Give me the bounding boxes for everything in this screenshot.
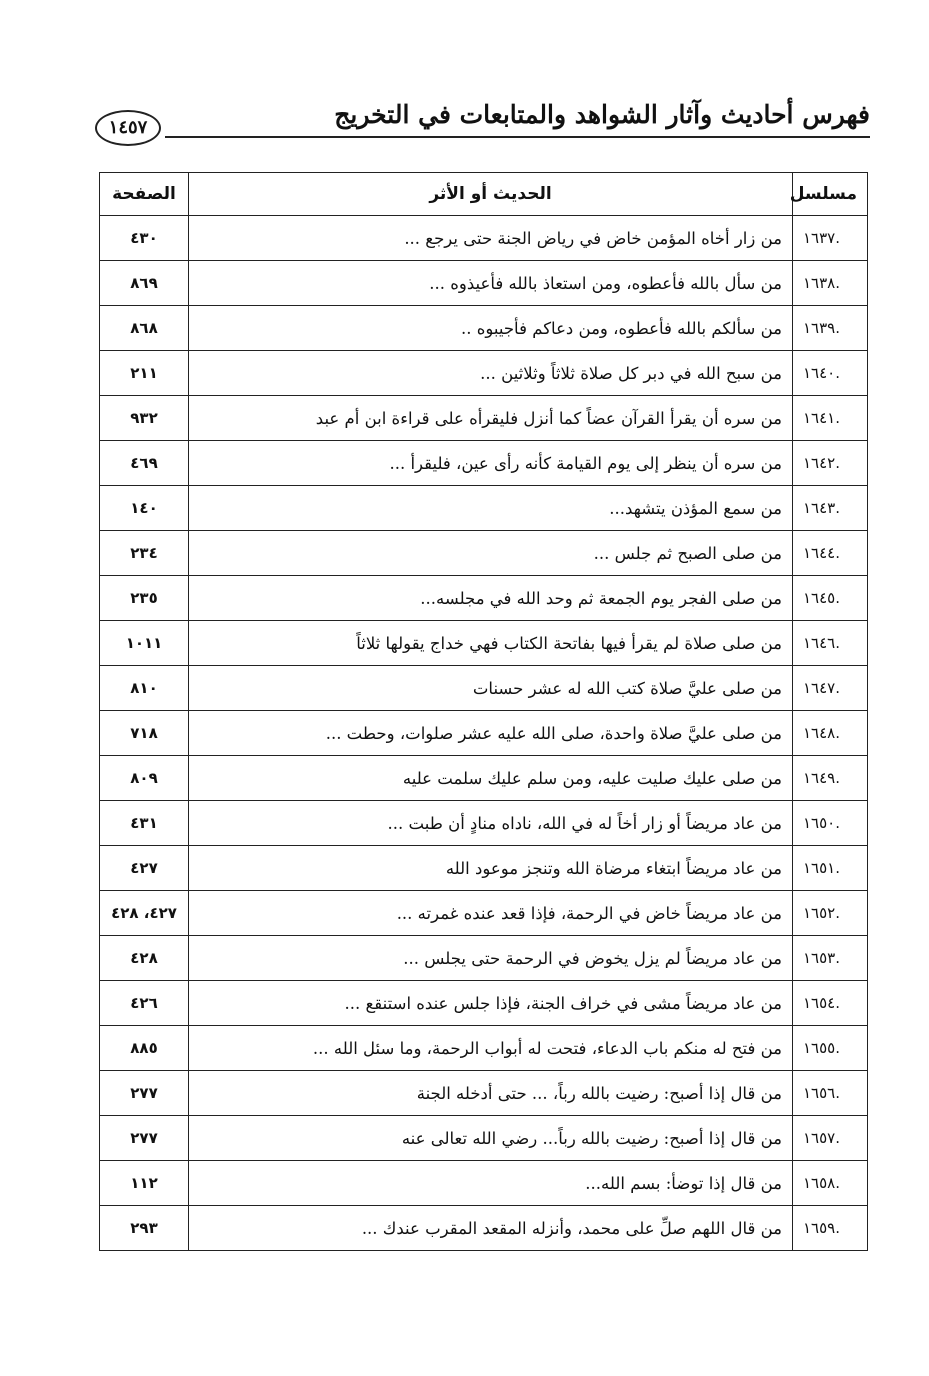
serial-cell: ١٦٥٩. — [793, 1206, 868, 1251]
text-cell: من قال إذا أصبح: رضيت بالله رباً، ... حتى أدخله الجنة — [189, 1071, 793, 1116]
text-cell: من عاد مريضاً أو زار أخاً له في الله، ناداه منادٍ أن طبت ... — [189, 801, 793, 846]
text-cell: من صلى عليَّ صلاة كتب الله له عشر حسنات — [189, 666, 793, 711]
serial-cell: ١٦٥٦. — [793, 1071, 868, 1116]
serial-cell: ١٦٤٦. — [793, 621, 868, 666]
page-cell: ٢٣٤ — [100, 531, 189, 576]
page-cell: ٤٢٧، ٤٢٨ — [100, 891, 189, 936]
page-cell: ٨٠٩ — [100, 756, 189, 801]
table-row — [100, 441, 868, 486]
text-cell: من سألكم بالله فأعطوه، ومن دعاكم فأجيبوه .. — [189, 306, 793, 351]
serial-cell: ١٦٤٨. — [793, 711, 868, 756]
page-cell: ٤٢٦ — [100, 981, 189, 1026]
page-cell: ٢٧٧ — [100, 1071, 189, 1116]
page-cell: ٤٣١ — [100, 801, 189, 846]
serial-cell: ١٦٤٤. — [793, 531, 868, 576]
text-cell: من سره أن يقرأ القرآن عضاً كما أنزل فليقرأه على قراءة ابن أم عبد — [189, 396, 793, 441]
page-cell: ٨٦٨ — [100, 306, 189, 351]
text-cell: من عاد مريضاً خاض في الرحمة، فإذا قعد عنده غمرته ... — [189, 891, 793, 936]
table-row — [100, 801, 868, 846]
column-header-text: الحديث أو الأثر — [189, 173, 793, 216]
table-row — [100, 486, 868, 531]
page-cell: ١١٢ — [100, 1161, 189, 1206]
serial-cell: ١٦٤٥. — [793, 576, 868, 621]
table-row — [100, 936, 868, 981]
table-row — [100, 756, 868, 801]
text-cell: من سره أن ينظر إلى يوم القيامة كأنه رأى عين، فليقرأ ... — [189, 441, 793, 486]
table-row — [100, 981, 868, 1026]
column-header-page: الصفحة — [100, 173, 189, 216]
page-cell: ٢٣٥ — [100, 576, 189, 621]
serial-cell: ١٦٥٢. — [793, 891, 868, 936]
serial-cell: ١٦٥٧. — [793, 1116, 868, 1161]
text-cell: من صلى الصبح ثم جلس ... — [189, 531, 793, 576]
page-cell: ٩٣٢ — [100, 396, 189, 441]
page-cell: ٤٦٩ — [100, 441, 189, 486]
page-title: فهرس أحاديث وآثار الشواهد والمتابعات في التخريج — [334, 100, 870, 129]
serial-cell: ١٦٤٧. — [793, 666, 868, 711]
text-cell: من عاد مريضاً مشى في خراف الجنة، فإذا جلس عنده استنقع ... — [189, 981, 793, 1026]
hadith-index-table — [99, 172, 868, 1251]
text-cell: من قال اللهم صلِّ على محمد، وأنزله المقعد المقرب عندك ... — [189, 1206, 793, 1251]
text-cell: من صلى عليك صليت عليه، ومن سلم عليك سلمت عليه — [189, 756, 793, 801]
page-cell: ٢٧٧ — [100, 1116, 189, 1161]
table-row — [100, 576, 868, 621]
table-row — [100, 891, 868, 936]
serial-cell: ١٦٣٨. — [793, 261, 868, 306]
page-cell: ٤٢٧ — [100, 846, 189, 891]
serial-cell: ١٦٥١. — [793, 846, 868, 891]
serial-cell: ١٦٥٥. — [793, 1026, 868, 1071]
text-cell: من زار أخاه المؤمن خاض في رياض الجنة حتى يرجع ... — [189, 216, 793, 261]
page-cell: ١٠١١ — [100, 621, 189, 666]
table-row — [100, 1026, 868, 1071]
text-cell: من قال إذا أصبح: رضيت بالله رباً... رضي الله تعالى عنه — [189, 1116, 793, 1161]
table-row — [100, 1206, 868, 1251]
table-row — [100, 531, 868, 576]
serial-cell: ١٦٥٠. — [793, 801, 868, 846]
table-row — [100, 666, 868, 711]
serial-cell: ١٦٥٨. — [793, 1161, 868, 1206]
table-header-row — [100, 173, 868, 216]
page-cell: ١٤٠ — [100, 486, 189, 531]
serial-cell: ١٦٥٣. — [793, 936, 868, 981]
text-cell: من فتح له منكم باب الدعاء، فتحت له أبواب الرحمة، وما سئل الله ... — [189, 1026, 793, 1071]
page-cell: ٨١٠ — [100, 666, 189, 711]
page-cell: ٨٨٥ — [100, 1026, 189, 1071]
page-header — [95, 96, 870, 158]
column-header-serial: مسلسل — [793, 173, 868, 216]
page-cell: ٧١٨ — [100, 711, 189, 756]
table-row — [100, 1161, 868, 1206]
page-cell: ٨٦٩ — [100, 261, 189, 306]
text-cell: من سمع المؤذن يتشهد... — [189, 486, 793, 531]
table-row — [100, 1116, 868, 1161]
text-cell: من صلى عليَّ صلاة واحدة، صلى الله عليه عشر صلوات، وحطت ... — [189, 711, 793, 756]
table-row — [100, 846, 868, 891]
table-row — [100, 261, 868, 306]
serial-cell: ١٦٣٩. — [793, 306, 868, 351]
table-row — [100, 396, 868, 441]
serial-cell: ١٦٤٣. — [793, 486, 868, 531]
table-row — [100, 306, 868, 351]
text-cell: من عاد مريضاً لم يزل يخوض في الرحمة حتى يجلس ... — [189, 936, 793, 981]
table-row — [100, 1071, 868, 1116]
serial-cell: ١٦٥٤. — [793, 981, 868, 1026]
serial-cell: ١٦٤٩. — [793, 756, 868, 801]
table-row — [100, 351, 868, 396]
serial-cell: ١٦٣٧. — [793, 216, 868, 261]
header-divider — [165, 136, 870, 138]
table-row — [100, 711, 868, 756]
text-cell: من عاد مريضاً ابتغاء مرضاة الله وتنجز موعود الله — [189, 846, 793, 891]
page-cell: ٤٣٠ — [100, 216, 189, 261]
page-cell: ٢١١ — [100, 351, 189, 396]
text-cell: من صلى الفجر يوم الجمعة ثم وحد الله في مجلسه... — [189, 576, 793, 621]
table-row — [100, 216, 868, 261]
page-cell: ٤٢٨ — [100, 936, 189, 981]
table-row — [100, 621, 868, 666]
page-cell: ٢٩٣ — [100, 1206, 189, 1251]
serial-cell: ١٦٤٢. — [793, 441, 868, 486]
text-cell: من سبح الله في دبر كل صلاة ثلاثاً وثلاثين ... — [189, 351, 793, 396]
page-number-badge: ١٤٥٧ — [95, 110, 161, 146]
serial-cell: ١٦٤٠. — [793, 351, 868, 396]
text-cell: من سأل بالله فأعطوه، ومن استعاذ بالله فأعيذوه ... — [189, 261, 793, 306]
text-cell: من قال إذا توضأ: بسم الله... — [189, 1161, 793, 1206]
serial-cell: ١٦٤١. — [793, 396, 868, 441]
text-cell: من صلى صلاة لم يقرأ فيها بفاتحة الكتاب فهي خداج يقولها ثلاثاً — [189, 621, 793, 666]
